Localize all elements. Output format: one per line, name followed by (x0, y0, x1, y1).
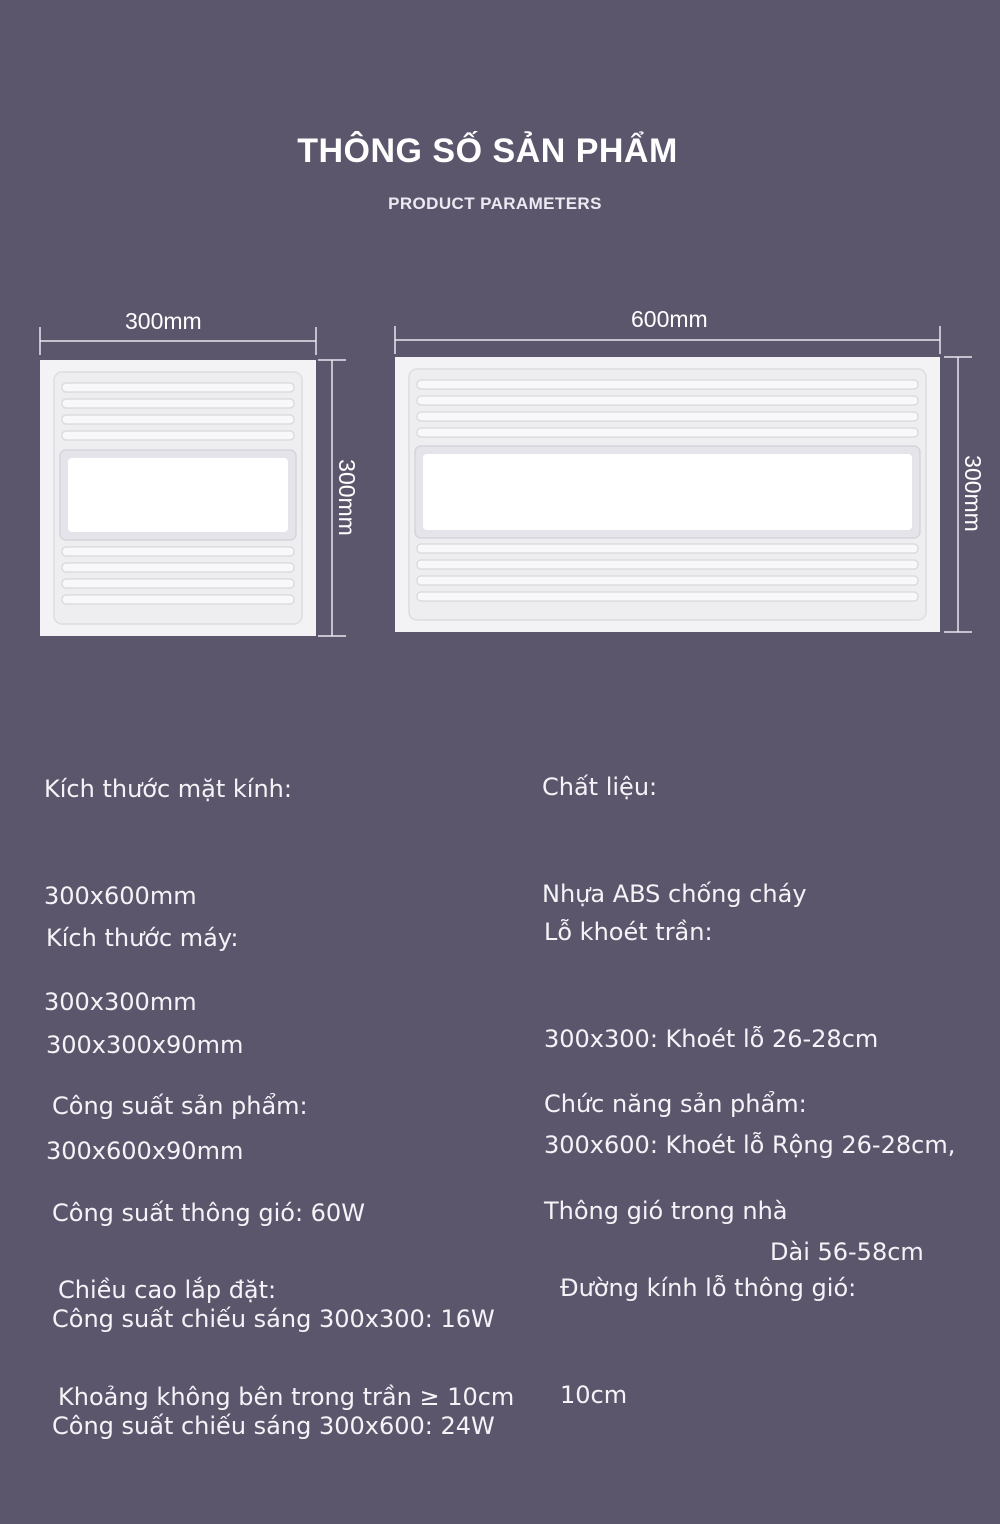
small-panel-width-label: 300mm (125, 308, 202, 334)
spec-function-line: Thông gió trong nhà (544, 1196, 788, 1225)
spec-machine-size-heading: Kích thước máy: (46, 924, 239, 952)
spec-ceiling-cutout-line: 300x300: Khoét lỗ 26-28cm (544, 1024, 879, 1053)
spec-function-heading: Chức năng sản phẩm: (544, 1090, 807, 1118)
spec-vent-diameter (560, 1200, 856, 1449)
spec-vent-diameter-heading: Đường kính lỗ thông gió: (560, 1274, 857, 1302)
spec-machine-size-line: 300x300x90mm (46, 1030, 244, 1059)
spec-ceiling-cutout-line: Dài 56-58cm (770, 1237, 924, 1266)
spec-power-line: Công suất chiếu sáng 300x600: 24W (52, 1411, 495, 1440)
spec-install-height-line: Khoảng không bên trong trần ≥ 10cm (58, 1382, 515, 1411)
spec-ceiling-cutout-line: 300x600: Khoét lỗ Rộng 26-28cm, (544, 1131, 956, 1159)
spec-power-line: Công suất chiếu sáng 300x300: 16W (52, 1305, 495, 1333)
page-subtitle: PRODUCT PARAMETERS (388, 194, 602, 213)
spec-power-heading: Công suất sản phẩm: (52, 1092, 308, 1120)
spec-power-line: Công suất thông gió: 60W (52, 1198, 365, 1227)
spec-ceiling-cutout-heading: Lỗ khoét trần: (544, 918, 713, 946)
large-panel-height-label: 300mm (959, 455, 986, 532)
spec-glass-size-line: 300x300mm (44, 988, 197, 1016)
spec-material-heading: Chất liệu: (542, 773, 658, 801)
spec-vent-diameter-line: 10cm (560, 1380, 628, 1409)
spec-glass-size-heading: Kích thước mặt kính: (44, 775, 292, 803)
spec-machine-size-line: 300x600x90mm (46, 1137, 244, 1165)
spec-material-line: Nhựa ABS chống cháy (542, 879, 807, 908)
spec-glass-size-line: 300x600mm (44, 881, 197, 910)
small-vent-panel (40, 360, 316, 636)
spec-install-height (58, 1202, 514, 1451)
page-title: THÔNG SỐ SẢN PHẨM (297, 132, 678, 170)
small-panel-height-label: 300mm (333, 459, 360, 536)
large-panel-width-label: 600mm (631, 306, 708, 332)
spec-install-height-heading: Chiều cao lắp đặt: (58, 1276, 277, 1304)
large-vent-panel (395, 357, 940, 632)
